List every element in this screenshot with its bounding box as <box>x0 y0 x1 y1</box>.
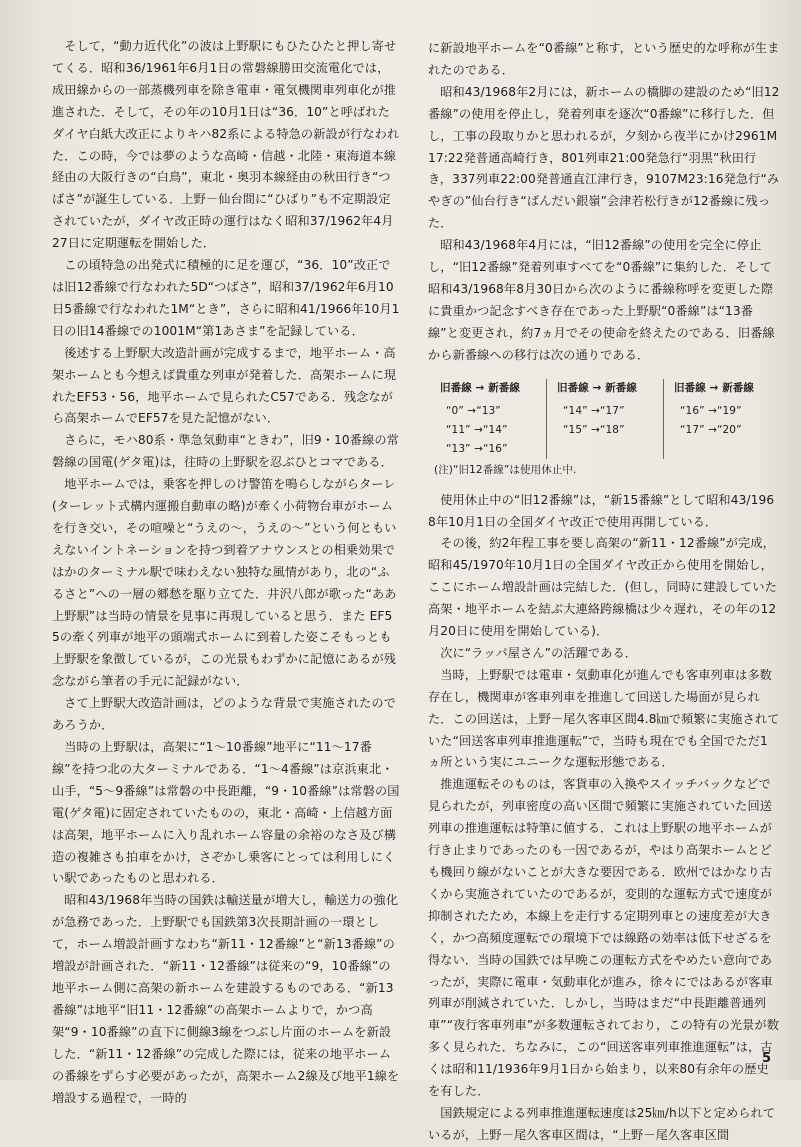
paragraph: 当時，上野駅では電車・気動車化が進んでも客車列車は多数存在し，機関車が客車列車を推進して回送した場面が見られた．この回送は，上野－尾久客車区間4.8㎞で頻繁に実施されていた“回送客車列車推進運転”で，当時も現在でも全国でただ1ヵ所という実にユニークな運転形態である． <box>428 667 780 770</box>
table-group <box>663 379 780 459</box>
table-row: “16” →“19” <box>680 404 742 417</box>
paragraph: 当時の上野駅は，高架に“1～10番線”地平に“11～17番線”を持つ北の大ターミナルである．“1～4番線”は京浜東北・山手，“5～9番線”は常磐の中長距離，“9・10番線”は常磐の国電(ゲタ電)に固定されていたものの，東北・高崎・上信越方面は高架，地平ホームに入り乱れホーム容量の余裕のなさ及び構造の複雑さも拍車をかけ，さぞかし乗客にとっては利用しにくい駅であったものと思われる． <box>52 740 400 886</box>
paragraph: に新設地平ホームを“0番線”と称す，という歴史的な呼称が生まれたのである． <box>428 41 780 77</box>
page-number: 5 <box>761 1051 771 1066</box>
table-header: 旧番線 → 新番線 <box>557 381 638 394</box>
left-column <box>52 36 400 1109</box>
paragraph: 昭和43/1968年当時の国鉄は輸送量が増大し，輸送力の強化が急務であった．上野駅でも国鉄第3次長期計画の一環として，ホーム増設計画すなわち“新11・12番線”と“新13番線”の増設が計画された．“新11・12番線”は従来の“9，10番線”の地平ホーム側に高架の新ホームを建設するものである．“新13番線”は地平“旧11・12番線”の高架ホームよりで，かつ高架“9・10番線”の直下に側線3線をつぶし片面のホームを新設した．“新11・12番線”の完成した際には，従来の地平ホームの番線をずらす必要があったが，高架ホーム2線及び地平1線を増設する過程で，一時的 <box>52 893 400 1105</box>
table-header: 旧番線 → 新番線 <box>440 381 521 394</box>
table-row: “11” →“14” <box>446 423 508 436</box>
paragraph: さて上野駅大改造計画は，どのような背景で実施されたのであろうか． <box>52 696 396 733</box>
paragraph: 昭和43/1968年2月には，新ホームの橋脚の建設のため“旧12番線”の使用を停止し，発着列車を逐次“0番線”に移行した．但し，工事の段取りかと思われるが，夕刻から夜半にかけ2961M17:22発普通高崎行き，801列車21:00発急行“羽黒”秋田行き，337列車22:00発普通直江津行き，9107M23:16発急行“みやぎの”仙台行き“ばんだい銀嶺”会津若松行きが12番線に残った． <box>428 84 780 231</box>
track-renumbering-table <box>428 379 780 480</box>
table-header: 旧番線 → 新番線 <box>674 381 755 394</box>
paragraph: 推進運転そのものは，客貨車の入換やスイッチバックなどで見られたが，列車密度の高い区間で頻繁に実施されていた回送列車の推進運転は特筆に値する．これは上野駅の地平ホームが行き止まりであったのも一因であるが，やはり高架ホームとども機回り線がないことが大きな要因である．欧州ではかなり古くから実施されていたのであるが，変則的な運転方式で速度が抑制されたため，本線上を走行する定期列車との速度差が大きく，かつ高頻度運転での環境下では線路の効率は低下せざるを得ない．当時の国鉄では早晩この運転方式をやめたい意向であったが，実際に電車・気動車化が進み，徐々にではあるが客車列車が削減されていた．しかし，当時はまだ“中長距離普通列車”“夜行客車列車”が多数運転されており，この特有の光景が数多く見られた．ちなみに，この“回送客車列車推進運転”は，古くは昭和11/1936年9月1日から始まり，以来80有余年の歴史を有した． <box>428 777 780 1099</box>
paragraph: さらに，モハ80系・準急気動車“ときわ”，旧9・10番線の常磐線の国電(ゲタ電)は，往時の上野駅を忍ぶひとコマである． <box>52 433 399 470</box>
paragraph: この頃特急の出発式に積極的に足を運び，“36．10”改正では旧12番線で行なわれた5D“つばさ”，昭和37/1962年6月10日5番線で行なわれた1M“とき”，さらに昭和41/1966年10月1日の旧14番線での1001M“第1あさま”を記録している． <box>52 258 400 338</box>
right-column <box>428 38 780 1147</box>
table-row: “15” →“18” <box>563 423 625 436</box>
table-row: “17” →“20” <box>680 423 742 436</box>
paragraph: 次に“ラッパ屋さん”の活躍である． <box>440 645 638 660</box>
paragraph: その後，約2年程工事を要し高架の“新11・12番線”が完成，昭和45/1970年10月1日の全国ダイヤ改正から使用を開始し，ここにホーム増設計画は完結した．(但し，同時に建設していた高架・地平ホームを結ぶ大連絡跨線橋は少々遅れ，その年の12月20日に使用を開始している)． <box>428 536 777 639</box>
paragraph: 昭和43/1968年4月には，“旧12番線”の使用を完全に停止し，“旧12番線”発着列車すべてを“0番線”に集約した．そして昭和43/1968年8月30日から次のように番線称呼を変更した際に貴重かつ記念すべき存在であった上野駅“0番線”は“13番線”と変更され，約7ヵ月でその使命を終えたのである．旧番線から新番線への移行は次の通りである． <box>428 238 775 362</box>
paragraph: 後述する上野駅大改造計画が完成するまで，地平ホーム・高架ホームとも今想えば貴重な列車が発着した．高架ホームに現れたEF53・56，地平ホームで見られたC57である．残念ながら高架ホームでEF57を見た記憶がない． <box>52 345 397 426</box>
table-note: (注)“旧12番線”は使用休止中. <box>434 463 577 476</box>
table-row: “14” →“17” <box>563 404 625 417</box>
table-row: “13” →“16” <box>446 442 508 455</box>
paragraph: 使用休止中の“旧12番線”は，“新15番線”として昭和43/1968年10月1日の全国ダイヤ改正で使用再開している． <box>428 492 775 529</box>
paragraph: 地平ホームでは，乗客を押しのけ警笛を鳴らしながらターレ(ターレット式構内運搬自動車の略)が牽く小荷物台車がホームを行き交い，その喧噪と“うえの～，うえの～”という何ともいえないイントネーションを持つ到着アナウンスとの相乗効果ではかのターミナル駅で味わえない独特な風情があり，北の“ふるさと”への一層の郷愁を駆り立てた．井沢八郎が歌った“ああ上野駅”は当時の情景を見事に再現していると思う．また EF55の牽く列車が地平の頭端式ホームに到着した姿こそもっとも上野駅を象徴しているが，この光景もわずかに記憶にあるが残念ながら筆者の手元に記録がない． <box>52 477 397 689</box>
paragraph: 国鉄規定による列車推進運転速度は25㎞/h以下と定められているが，上野－尾久客車区間は，“上野－尾久客車区間 <box>428 1105 776 1142</box>
table-group <box>428 379 546 459</box>
table-group <box>546 379 663 459</box>
table-row: “0” →“13” <box>446 404 501 417</box>
paragraph: そして，“動力近代化”の波は上野駅にもひたひたと押し寄せてくる．昭和36/1961年6月1日の常磐線勝田交流電化では，成田線からの一部蒸機列車を除き電車・電気機関車列車化が推進された．そして，その年の10月1日は“36．10”と呼ばれたダイヤ白紙大改正によりキハ82系による特急の新設が行なわれた．この時，今では夢のような高崎・信越・北陸・東海道本線経由の大阪行きの“白鳥”，東北・奥羽本線経由の秋田行き“つばさ”が誕生している．上野－仙台間に“ひばり”も不定期設定されていたが，ダイヤ改正時の運行はなく昭和37/1962年4月27日に定期運転を開始した． <box>52 39 400 251</box>
